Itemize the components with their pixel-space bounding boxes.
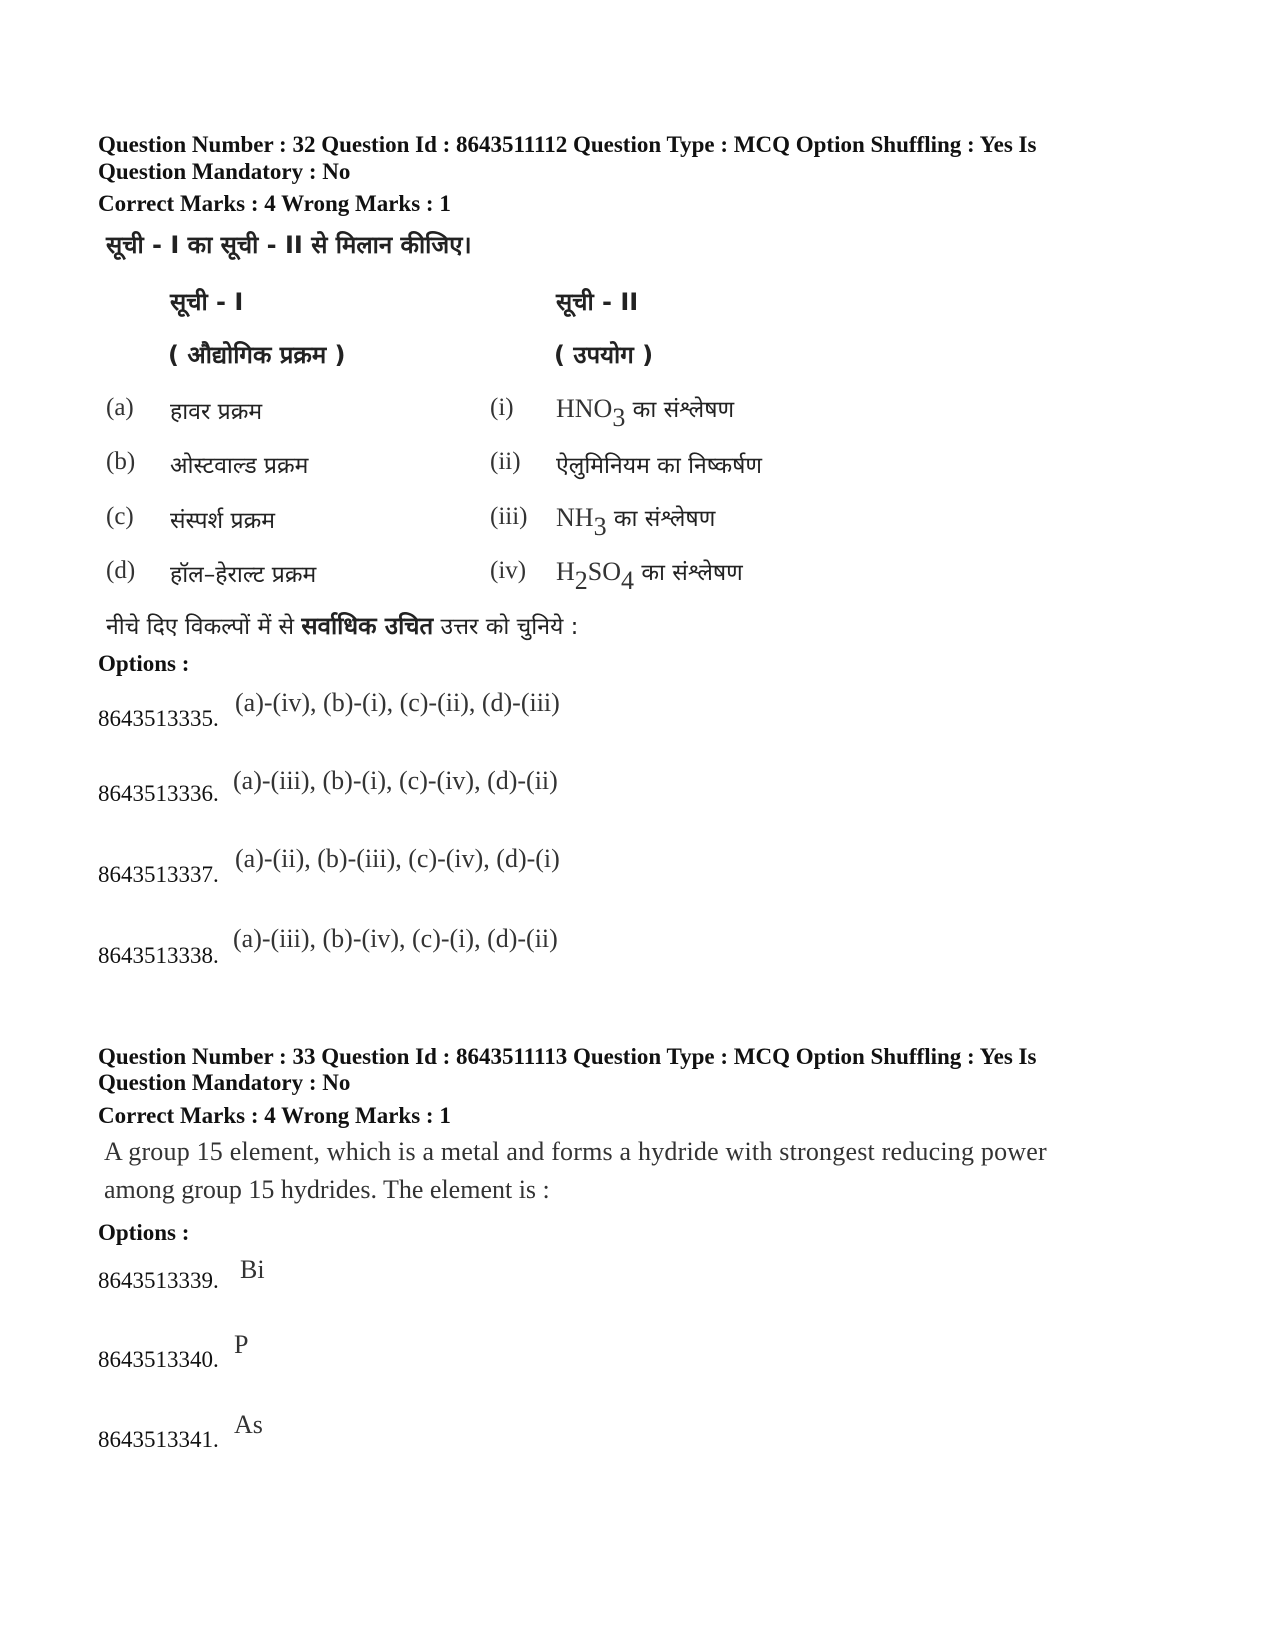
- row-ii-label: (ii): [490, 448, 521, 475]
- option-id: 8643513341.: [98, 1427, 219, 1452]
- option-text[interactable]: (a)-(iii), (b)-(i), (c)-(iv), (d)-(ii): [233, 766, 558, 795]
- q33-question-line1: A group 15 element, which is a metal and forms a hydride with strongest reducing power: [104, 1137, 1047, 1166]
- q33-marks: Correct Marks : 4 Wrong Marks : 1: [98, 1103, 451, 1128]
- option-id: 8643513335.: [98, 706, 219, 731]
- list1-subtitle: ( औद्योगिक प्रक्रम ): [168, 341, 346, 369]
- row-d-label: (d): [106, 557, 136, 584]
- option-id: 8643513339.: [98, 1268, 219, 1293]
- q32-marks: Correct Marks : 4 Wrong Marks : 1: [98, 191, 451, 216]
- list2-subtitle: ( उपयोग ): [554, 341, 654, 369]
- q33-options-label: Options :: [98, 1220, 190, 1245]
- q33-header-line1: Question Number : 33 Question Id : 8643511113 Question Type : MCQ Option Shuffling : Yes Is: [98, 1044, 1037, 1069]
- row-i-use: $HNO_3$ का संश्लेषण: [556, 394, 735, 433]
- option-text[interactable]: (a)-(iv), (b)-(i), (c)-(ii), (d)-(iii): [235, 688, 560, 717]
- row-iii-label: (iii): [490, 503, 528, 530]
- row-c-process: संस्पर्श प्रक्रम: [170, 508, 276, 534]
- q32-instruction: सूची - I का सूची - II से मिलान कीजिए।: [106, 231, 472, 259]
- row-b-process: ओस्टवाल्ड प्रक्रम: [170, 453, 309, 479]
- row-iv-use: $H_2SO_4$ का संश्लेषण: [556, 557, 743, 596]
- option-text[interactable]: As: [234, 1410, 263, 1439]
- list2-title: सूची - II: [556, 288, 639, 316]
- row-d-process: हॉल–हेराल्ट प्रक्रम: [170, 562, 317, 588]
- option-id: 8643513338.: [98, 943, 219, 968]
- q32-choose-instruction: नीचे दिए विकल्पों में से सर्वाधिक उचित उत्तर को चुनिये :: [106, 612, 579, 640]
- q32-header-line1: Question Number : 32 Question Id : 8643511112 Question Type : MCQ Option Shuffling : Yes Is: [98, 132, 1037, 157]
- row-a-label: (a): [106, 394, 134, 421]
- q33-question-line2: among group 15 hydrides. The element is :: [104, 1175, 550, 1204]
- q32-header-line2: Question Mandatory : No: [98, 159, 351, 184]
- q32-options-label: Options :: [98, 651, 190, 676]
- option-id: 8643513340.: [98, 1347, 219, 1372]
- row-iii-use: $NH_3$ का संश्लेषण: [556, 503, 716, 542]
- option-text[interactable]: Bi: [240, 1255, 265, 1284]
- row-c-label: (c): [106, 503, 134, 530]
- row-a-process: हावर प्रक्रम: [170, 399, 263, 425]
- option-text[interactable]: P: [234, 1330, 249, 1359]
- option-id: 8643513337.: [98, 862, 219, 887]
- row-ii-use: ऐलुमिनियम का निष्कर्षण: [556, 453, 763, 479]
- q33-header-line2: Question Mandatory : No: [98, 1070, 351, 1095]
- row-b-label: (b): [106, 448, 136, 475]
- option-text[interactable]: (a)-(iii), (b)-(iv), (c)-(i), (d)-(ii): [233, 924, 558, 953]
- row-iv-label: (iv): [490, 557, 527, 584]
- option-text[interactable]: (a)-(ii), (b)-(iii), (c)-(iv), (d)-(i): [235, 844, 560, 873]
- row-i-label: (i): [490, 394, 514, 421]
- list1-title: सूची - I: [170, 288, 244, 316]
- option-id: 8643513336.: [98, 781, 219, 806]
